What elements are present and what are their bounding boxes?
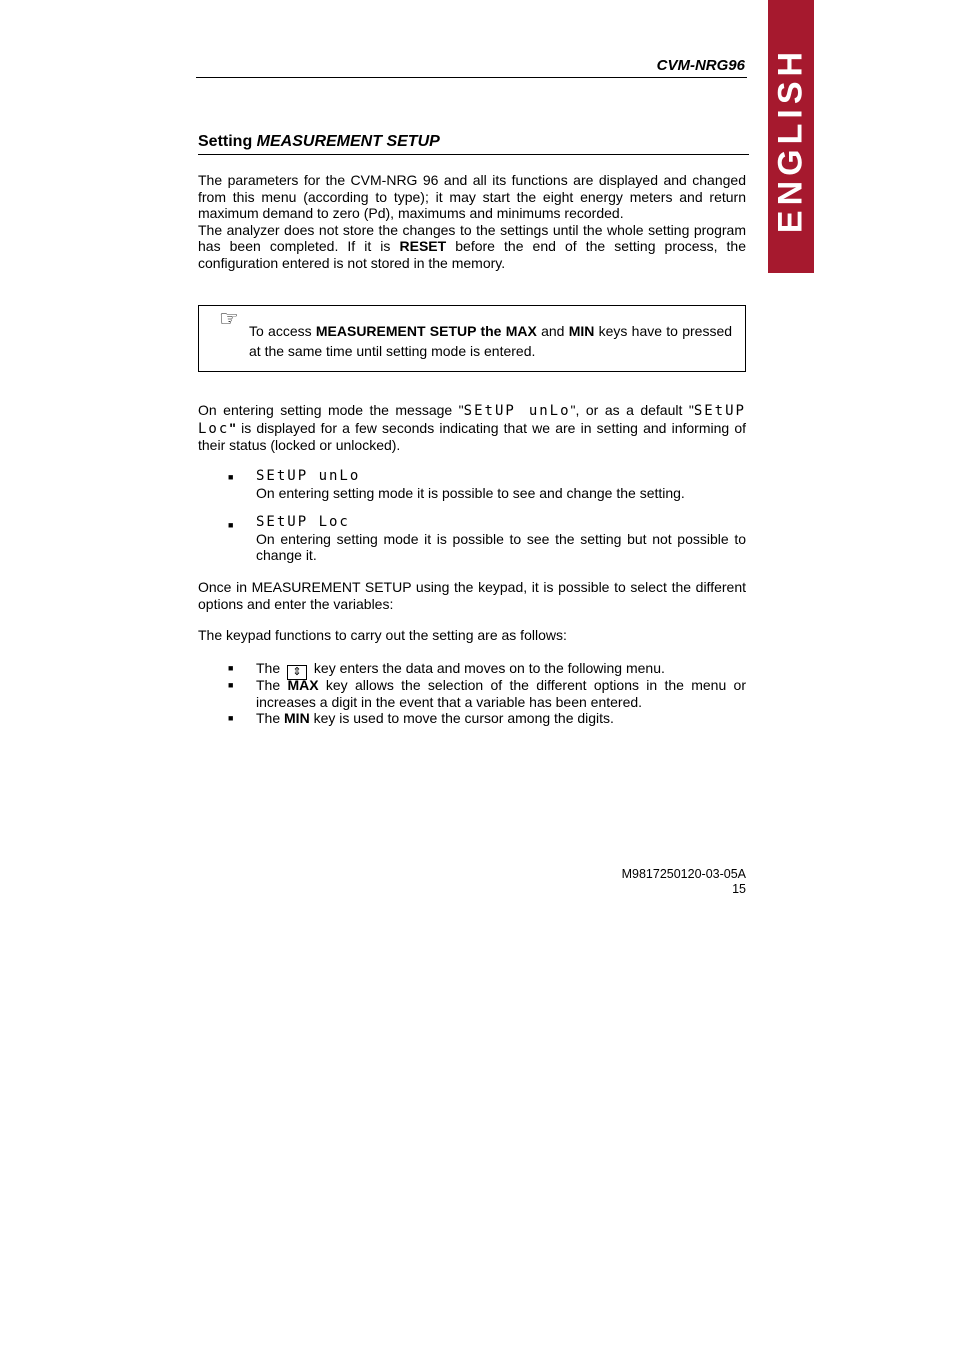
- mode-description: On entering setting mode it is possible to see the setting but not possible to change it.: [256, 530, 746, 563]
- header-title: CVM-NRG96: [656, 57, 745, 74]
- entering-paragraph: On entering setting mode the message "SEtUP unLo", or as a default "SEtUP Loc" is displayed for a few seconds indicating that we are in setting and informing of their status (locked or unlocked).: [198, 402, 746, 453]
- once-paragraph: Once in MEASUREMENT SETUP using the keypad, it is possible to select the different options and enter the variables:: [198, 579, 746, 612]
- mode-lcd: SEtUP Loc: [256, 514, 350, 530]
- bullet-icon: ■: [228, 680, 234, 690]
- mode-lcd: SEtUP unLo: [256, 468, 361, 484]
- pointing-hand-icon: ☞: [219, 307, 239, 332]
- enter-key-icon: ⇕: [287, 665, 307, 680]
- lcd-message-locked: SEtUP Loc: [198, 403, 746, 437]
- intro-p2-a: The analyzer does not store the changes to the settings until the whole setting program has been completed. If it is: [198, 221, 746, 254]
- language-tab: [768, 0, 814, 273]
- page-header: [196, 56, 747, 78]
- bullet-icon: ■: [228, 663, 234, 673]
- section-prefix: Setting: [198, 133, 257, 150]
- list-item: [256, 468, 746, 501]
- bullet-icon: ■: [228, 713, 234, 723]
- list-item: The ⇕ key enters the data and moves on to the following menu.: [256, 660, 665, 678]
- intro-paragraph: [198, 172, 746, 271]
- list-item: The MAX key allows the selection of the different options in the menu or increases a digit in the event that a variable has been entered.: [256, 677, 747, 710]
- list-item: The MIN key is used to move the cursor among the digits.: [256, 710, 614, 726]
- note-text: To access MEASUREMENT SETUP the MAX and MIN keys have to pressed at the same time until setting mode is entered.: [249, 323, 733, 359]
- intro-p1: The parameters for the CVM-NRG 96 and all its functions are displayed and changed from this menu (according to type); it may start the eight energy meters and return maximum demand to zero (Pd), maximums and minimums recorded.: [198, 172, 746, 221]
- intro-p2-c: before the end of the setting process, the configuration entered is not stored in the memory.: [198, 238, 746, 271]
- note-box: [198, 305, 746, 372]
- keypad-intro: The keypad functions to carry out the setting are as follows:: [198, 627, 567, 643]
- page-number: 15: [732, 882, 746, 896]
- intro-p2-reset: RESET: [399, 238, 447, 254]
- list-item: [256, 514, 746, 564]
- bullet-icon: ■: [228, 472, 234, 482]
- bullet-icon: ■: [228, 520, 234, 530]
- section-heading: [198, 133, 749, 155]
- section-title: MEASUREMENT SETUP: [256, 133, 440, 150]
- lcd-message-unlocked: SEtUP unLo: [463, 403, 571, 419]
- mode-description: On entering setting mode it is possible to see and change the setting.: [256, 484, 685, 501]
- document-code: M9817250120-03-05A: [621, 867, 746, 881]
- language-tab-label: ENGLISH: [771, 46, 810, 234]
